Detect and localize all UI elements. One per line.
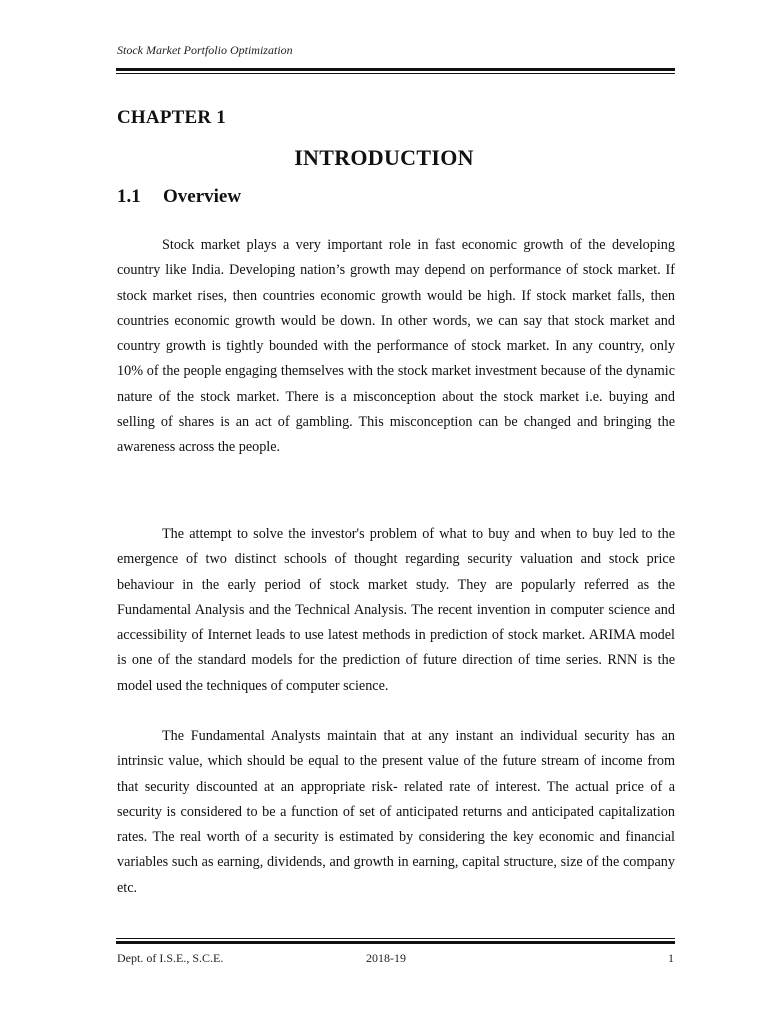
body-paragraph: Stock market plays a very important role in fast economic growth of the developing country like India. Developing nation’s growth may depend on performance of stock market. If stock market rises, then countries economic growth would be high. If stock market falls, then countries economic growth would be down. In other words, we can say that stock market and country growth is tightly bounded with the performance of stock market. In any country, only 10% of the people engaging themselves with the stock market investment because of the dynamic nature of the stock market. There is a misconception about the stock market i.e. buying and selling of shares is an act of gambling. This misconception can be changed and bringing the awareness across the people. xyxy=(117,237,675,456)
header-rule-thick xyxy=(116,68,675,71)
running-header: Stock Market Portfolio Optimization xyxy=(117,43,293,57)
header-rule-thin xyxy=(116,73,675,74)
section-heading xyxy=(117,186,241,208)
footer-rule-thick xyxy=(116,941,675,944)
chapter-label: CHAPTER 1 xyxy=(117,107,226,128)
footer-rule-thin xyxy=(116,938,675,939)
section-number: 1.1 xyxy=(117,186,141,207)
footer-year: 2018-19 xyxy=(366,951,406,965)
section-title: Overview xyxy=(163,186,242,207)
footer-department: Dept. of I.S.E., S.C.E. xyxy=(117,951,224,965)
chapter-title: INTRODUCTION xyxy=(294,145,474,170)
page-number: 1 xyxy=(668,951,674,965)
body-paragraph: The Fundamental Analysts maintain that at any instant an individual security has an intrinsic value, which should be equal to the present value of the future stream of income from that security discounted at an appropriate risk- related rate of interest. The actual price of a security is considered to be a function of set of anticipated returns and anticipated capitalization rates. The real worth of a security is estimated by considering the key economic and financial variables such as earning, dividends, and growth in earning, capital structure, size of the company etc. xyxy=(117,728,675,896)
body-paragraph: The attempt to solve the investor's problem of what to buy and when to buy led to the emergence of two distinct schools of thought regarding security valuation and stock price behaviour in the early period of stock market study. They are popularly referred as the Fundamental Analysis and the Technical Analysis. The recent invention in computer science and accessibility of Internet leads to use latest methods in prediction of stock market. ARIMA model is one of the standard models for the prediction of future direction of time series. RNN is the model used the techniques of computer science. xyxy=(117,526,675,694)
